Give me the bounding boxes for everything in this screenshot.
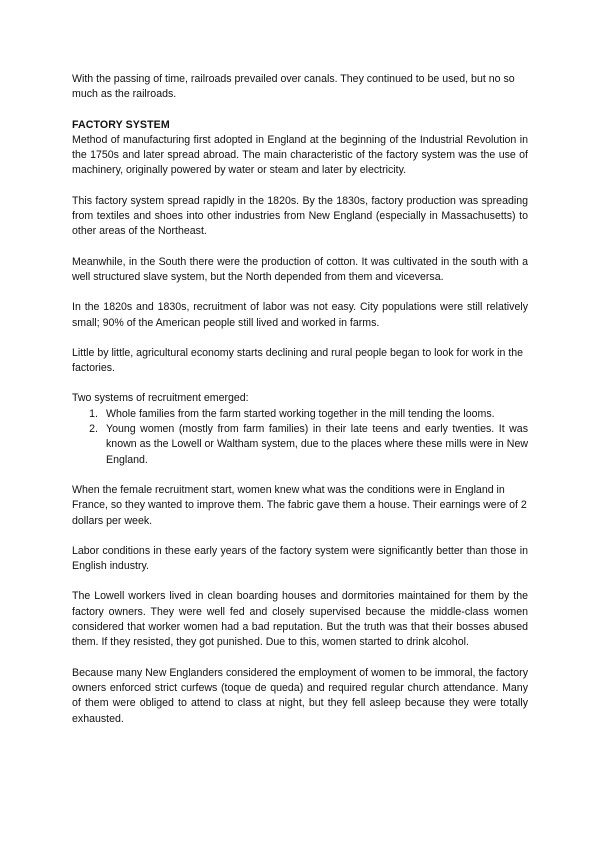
paragraph-two-systems: Two systems of recruitment emerged:: [72, 392, 249, 405]
intro-paragraph: With the passing of time, railroads prevailed over canals. They continued to be used, but no so much as the railroads.: [72, 73, 515, 101]
paragraph-south: Meanwhile, in the South there were the production of cotton. It was cultivated in the south with a well structured slave system, but the North depended from them and viceversa.: [72, 255, 528, 283]
paragraph-agriculture: Little by little, agricultural economy starts declining and rural people began to look for work in the factories.: [72, 346, 524, 375]
paragraph-female-recruitment: When the female recruitment start, women knew what was the conditions were in England in France, so they wanted to improve them. The fabric gave them a house. Their earnings were of 2 dollars per week.: [72, 483, 527, 527]
paragraph-curfews: Because many New Englanders considered the employment of women to be immoral, the factory owners enforced strict curfews (toque de queda) and required regular church attendance. Many of them were obliged to attend to class at night, but they fell asleep because they were totally exhausted.: [72, 666, 528, 725]
paragraph-recruitment: In the 1820s and 1830s, recruitment of labor was not easy. City populations were still relatively small; 90% of the American people still lived and worked in farms.: [72, 301, 528, 329]
list-text: Whole families from the farm started working together in the mill tending the looms.: [106, 407, 495, 420]
list-item: [72, 422, 528, 468]
document-page: [72, 72, 528, 742]
paragraph-definition: Method of manufacturing first adopted in England at the beginning of the Industrial Revolution in the 1750s and later spread abroad. The main characteristic of the factory system was the use of machinery, originally powered by water or steam and later by electricity.: [72, 133, 528, 177]
list-text: Young women (mostly from farm families) in their late teens and early twenties. It was known as the Lowell or Waltham system, due to the places where these mills were in New England.: [106, 423, 528, 466]
list-item: [72, 407, 528, 422]
paragraph-labor-conditions: Labor conditions in these early years of the factory system were significantly better than those in English industry.: [72, 544, 528, 573]
list-number: 1.: [89, 407, 98, 420]
paragraph-lowell-workers: The Lowell workers lived in clean boarding houses and dormitories maintained for them by the factory owners. They were well fed and closely supervised because the middle-class women considered that worker women had a bad reputation. But the truth was that their bosses abused them. If they resisted, they got punished. Due to this, women started to drink alcohol.: [72, 590, 528, 649]
section-heading: FACTORY SYSTEM: [72, 118, 170, 131]
list-number: 2.: [89, 423, 98, 436]
recruitment-list: [72, 407, 528, 468]
paragraph-spread: This factory system spread rapidly in the 1820s. By the 1830s, factory production was spreading from textiles and shoes into other industries from New England (especially in Massachusetts) to other areas of the Northeast.: [72, 194, 528, 238]
